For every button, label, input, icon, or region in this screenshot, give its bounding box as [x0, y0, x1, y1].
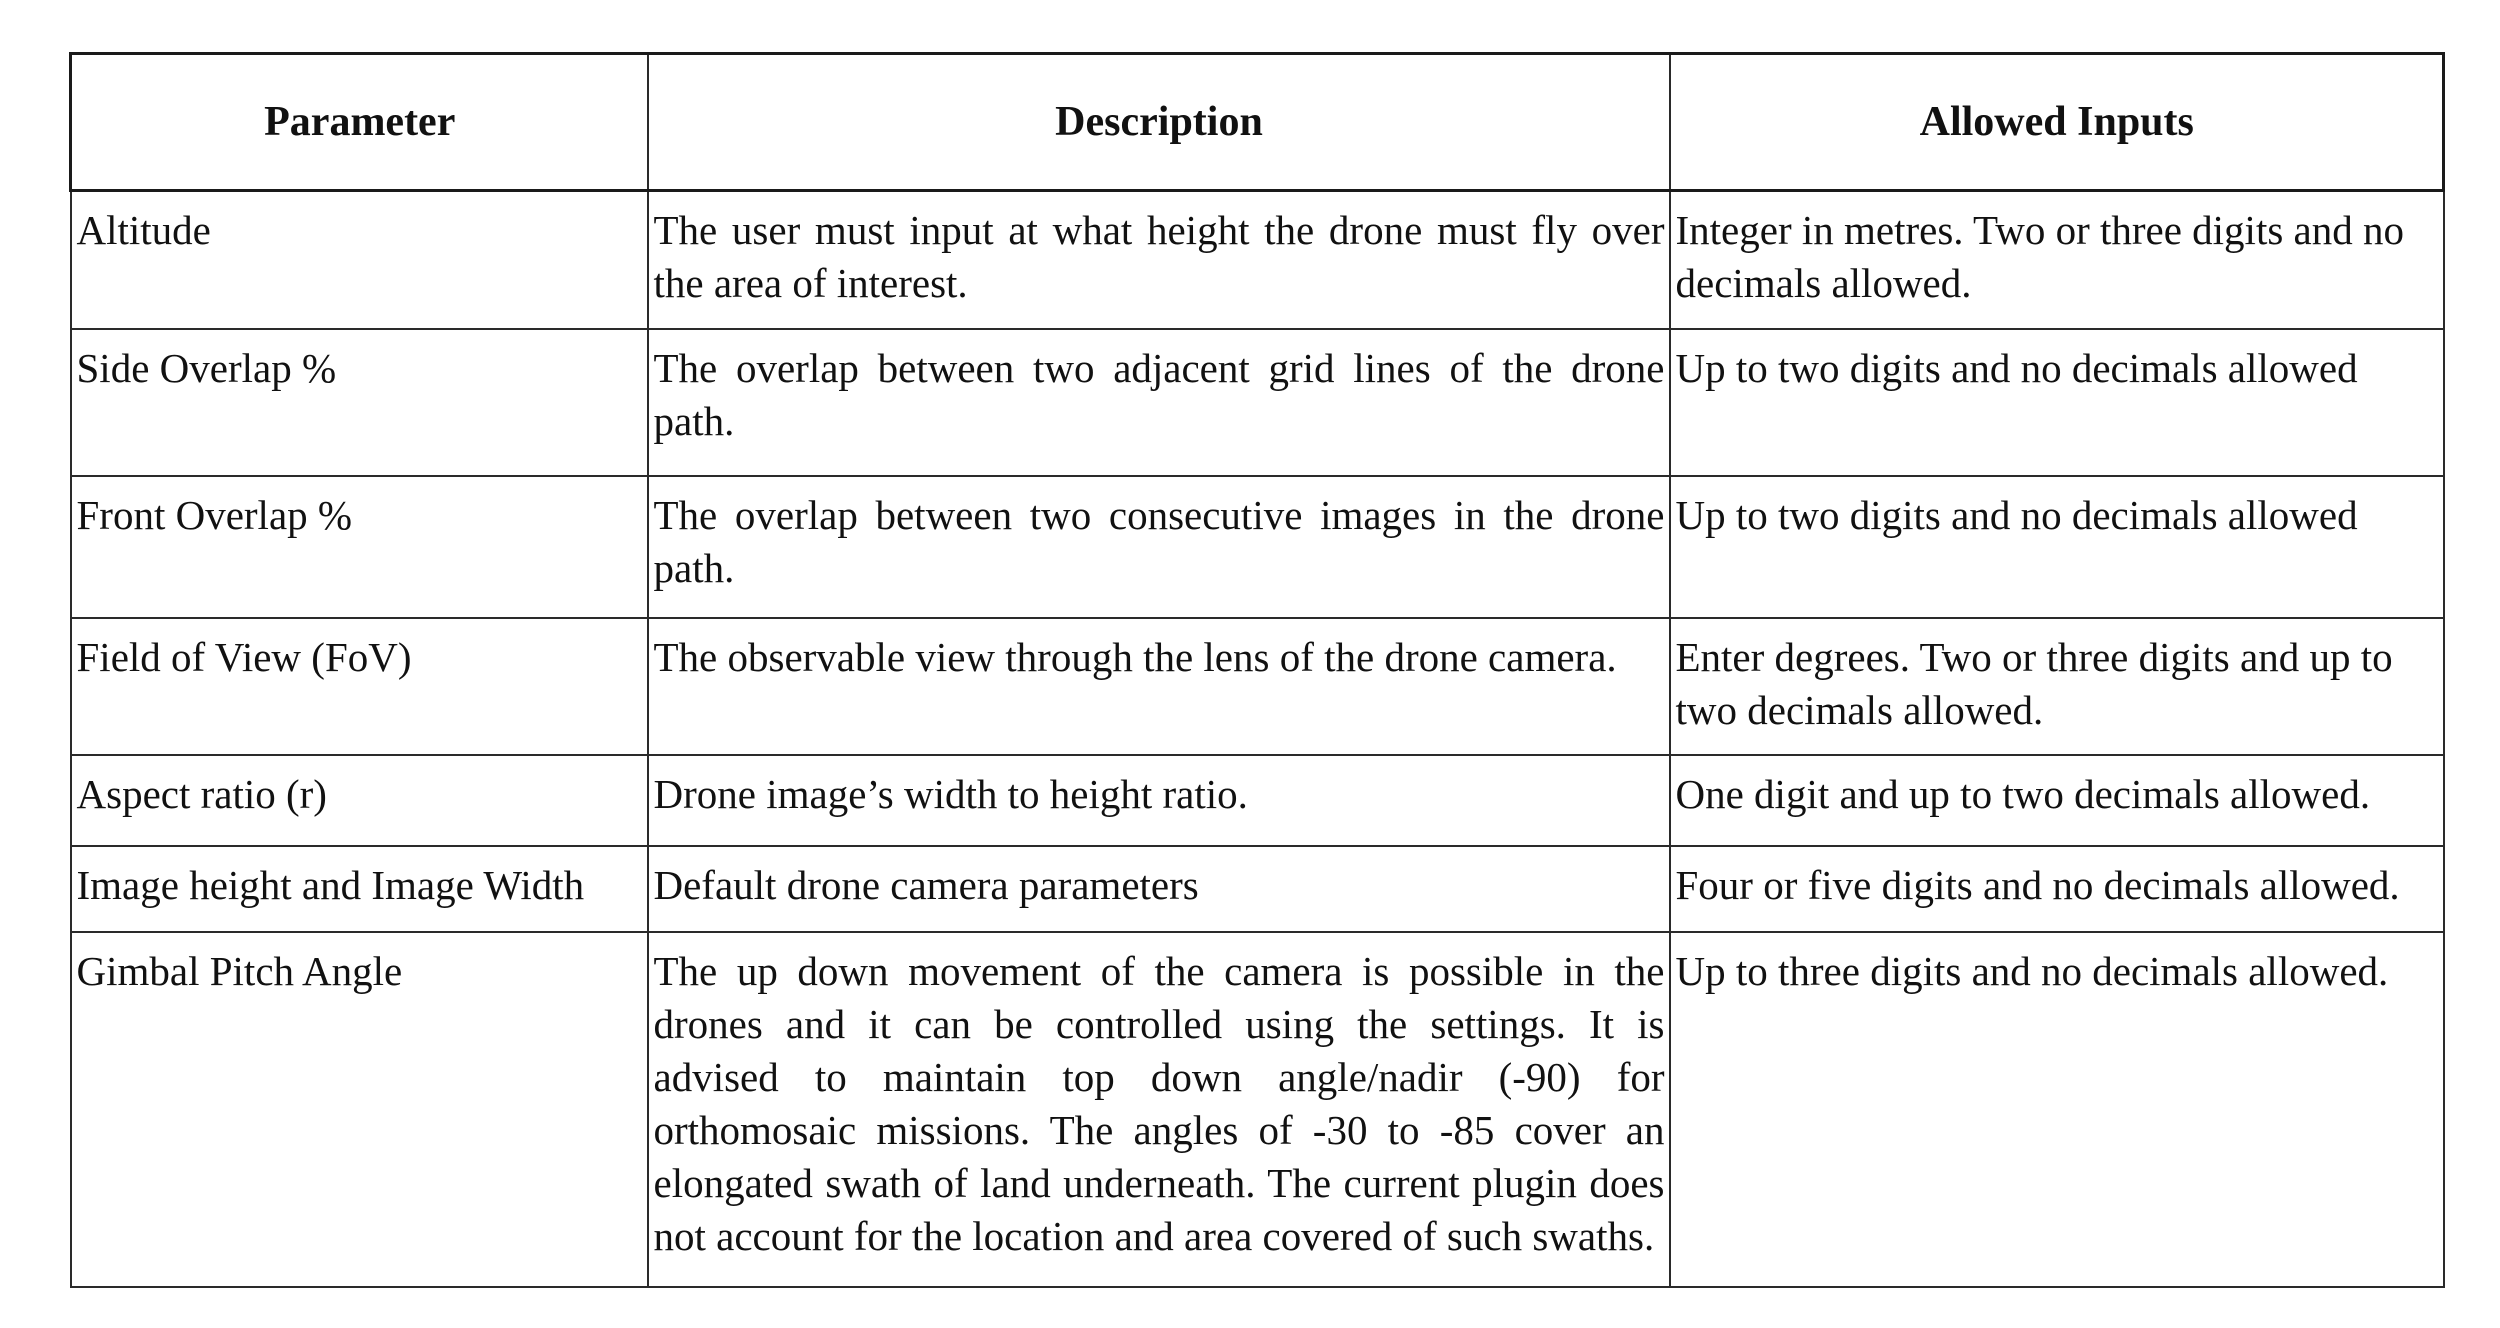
cell-description: The overlap between two adjacent grid lines of the drone path.	[648, 329, 1670, 476]
cell-allowed-inputs: Four or five digits and no decimals allowed.	[1670, 846, 2444, 932]
cell-allowed-inputs: Up to two digits and no decimals allowed	[1670, 476, 2444, 618]
cell-parameter: Side Overlap %	[71, 329, 648, 476]
cell-parameter: Field of View (FoV)	[71, 618, 648, 755]
cell-allowed-inputs: Enter degrees. Two or three digits and up to two decimals allowed.	[1670, 618, 2444, 755]
table-row	[71, 846, 2444, 932]
cell-allowed-inputs: Up to two digits and no decimals allowed	[1670, 329, 2444, 476]
cell-description: The observable view through the lens of the drone camera.	[648, 618, 1670, 755]
table-row	[71, 476, 2444, 618]
parameter-table-container	[69, 52, 2442, 1288]
table-row	[71, 932, 2444, 1287]
header-allowed-inputs: Allowed Inputs	[1670, 54, 2444, 191]
cell-allowed-inputs: One digit and up to two decimals allowed.	[1670, 755, 2444, 846]
cell-description: Default drone camera parameters	[648, 846, 1670, 932]
parameter-table	[69, 52, 2445, 1288]
header-parameter: Parameter	[71, 54, 648, 191]
cell-parameter: Gimbal Pitch Angle	[71, 932, 648, 1287]
header-description: Description	[648, 54, 1670, 191]
cell-allowed-inputs: Integer in metres. Two or three digits and no decimals allowed.	[1670, 191, 2444, 329]
cell-description: The overlap between two consecutive images in the drone path.	[648, 476, 1670, 618]
cell-parameter: Front Overlap %	[71, 476, 648, 618]
cell-allowed-inputs: Up to three digits and no decimals allowed.	[1670, 932, 2444, 1287]
cell-parameter: Aspect ratio (r)	[71, 755, 648, 846]
cell-parameter: Altitude	[71, 191, 648, 329]
cell-description: The user must input at what height the drone must fly over the area of interest.	[648, 191, 1670, 329]
table-row	[71, 755, 2444, 846]
table-header	[71, 54, 2444, 191]
header-row	[71, 54, 2444, 191]
table-row	[71, 191, 2444, 329]
table-row	[71, 618, 2444, 755]
cell-description: Drone image’s width to height ratio.	[648, 755, 1670, 846]
cell-parameter: Image height and Image Width	[71, 846, 648, 932]
table-body	[71, 191, 2444, 1287]
table-row	[71, 329, 2444, 476]
cell-description: The up down movement of the camera is possible in the drones and it can be controlled using the settings. It is advised to maintain top down angle/nadir (-90) for orthomosaic missions. The angles of -30 to -85 cover an elongated swath of land underneath. The current plugin does not account for the location and area covered of such swaths.	[648, 932, 1670, 1287]
